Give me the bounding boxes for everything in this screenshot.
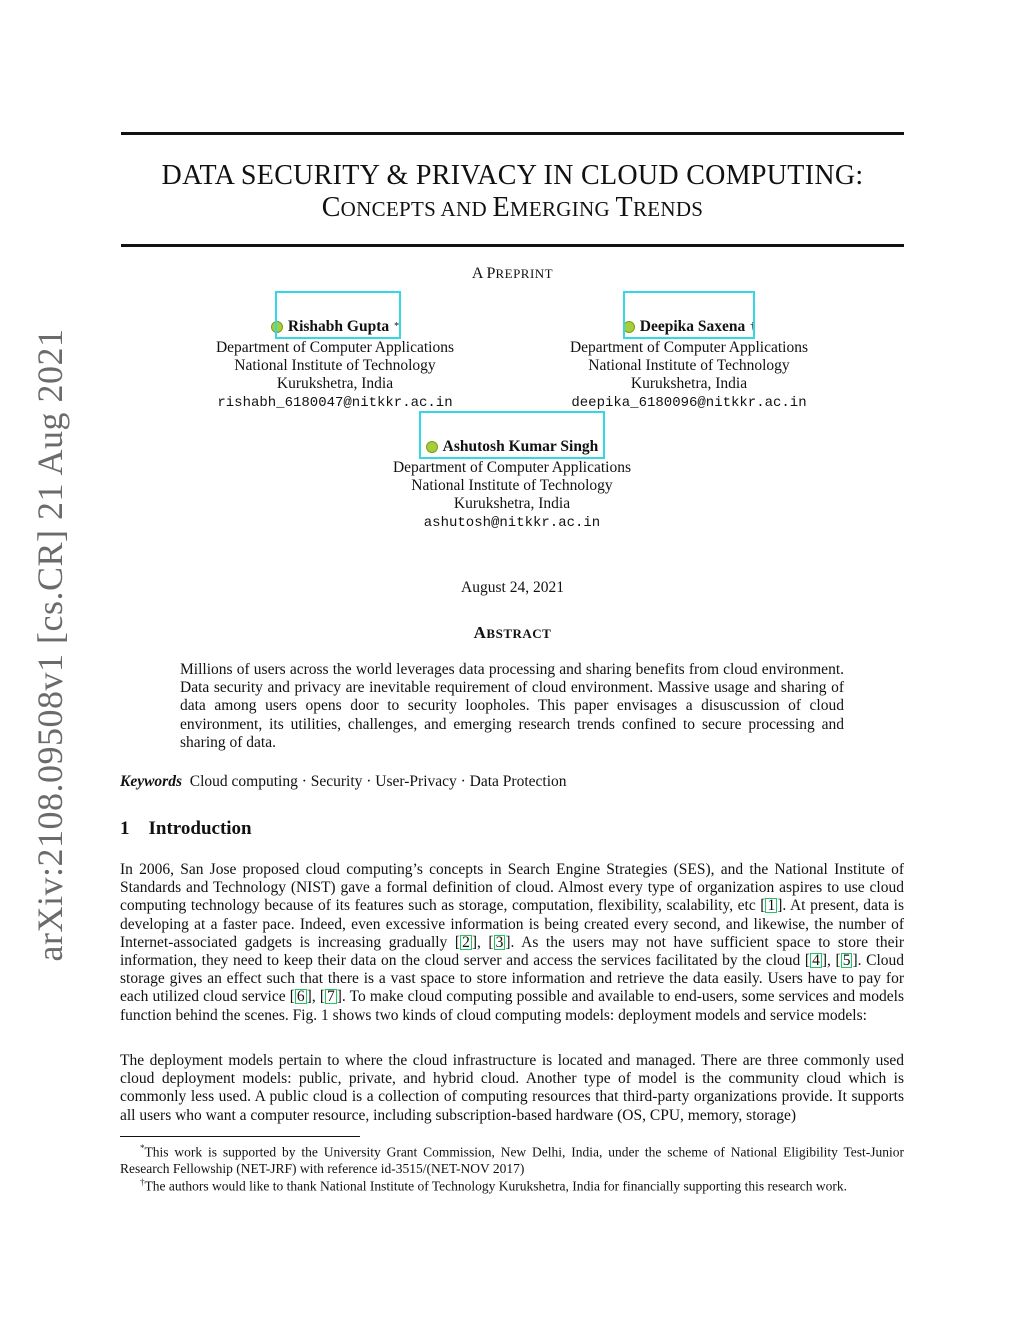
- footnote-rule: [120, 1136, 360, 1137]
- citation-link[interactable]: 7: [327, 988, 335, 1006]
- keywords-line: [120, 773, 567, 791]
- author-name-3[interactable]: Ashutosh Kumar Singh: [426, 438, 599, 456]
- citation-link[interactable]: 3: [495, 933, 504, 951]
- preprint-label: A PREPRINT: [471, 265, 554, 282]
- author-location-2: Kurukshetra, India: [630, 375, 748, 393]
- orcid-icon[interactable]: [271, 321, 283, 333]
- author-name-2[interactable]: Deepika Saxena †: [623, 318, 756, 336]
- keywords-label: Keywords: [120, 773, 182, 790]
- intro-paragraph-2: The deployment models pertain to where the cloud infrastructure is located and managed. There are three commonly used cloud deployment models: public, private, and hybrid cloud. Another type of model is the community cloud which is commonly less used. A public cloud is a collection of computing resources that third-party organizations provide. It supports all users who want a computer resource, including subscription-based hardware (OS, CPU, memory, storage): [120, 1052, 904, 1124]
- footnote-1: *This work is supported by the University Grant Commission, New Delhi, India, under the scheme of National Eligibility Test-Junior Research Fellowship (NET-JRF) with reference id-3515/(NET-NOV 2017): [120, 1143, 904, 1176]
- footnote-2: †The authors would like to thank National Institute of Technology Kurukshetra, India for financially supporting this research work.: [140, 1177, 848, 1194]
- intro-paragraph-1: In 2006, San Jose proposed cloud computing’s concepts in Search Engine Strategies (SES), and the National Institute of Standards and Technology (NIST) gave a formal definition of cloud. Almost every type of organization aspires to use cloud computing technology because of its features such as storage, computation, flexibility, scalability, etc [ 1 ]. At present, data is developing at a faster pace. Indeed, even excessive information is being created every second, and likewise, the number of Internet-associated gadgets is increasing gradually [ 2 ], [ 3 ]. As the users may not have sufficient space to store their information, they need to keep their data on the cloud server and access the services facilitated by the cloud [ 4 ], [ 5 ]. Cloud storage gives an effect such that there is a vast space to store information and retrieve the data easily. Users have to pay for each utilized cloud service [ 6 ], [ 7 ]. To make cloud computing possible and available to end-users, some services and models function behind the scenes. Fig. 1 shows two kinds of cloud computing models: deployment models and service models:: [120, 861, 905, 1024]
- author-institute-3: National Institute of Technology: [411, 477, 613, 495]
- arxiv-sidebar-stamp: arXiv:2108.09508v1 [cs.CR] 21 Aug 2021: [30, 328, 70, 962]
- author-block-2: [509, 318, 869, 412]
- orcid-icon[interactable]: [426, 441, 438, 453]
- paper-title: [121, 160, 904, 224]
- author-email-1[interactable]: rishabh_6180047@nitkkr.ac.in: [217, 394, 453, 411]
- citation-link[interactable]: 4: [812, 952, 820, 970]
- author-name-1[interactable]: Rishabh Gupta *: [271, 318, 399, 336]
- orcid-icon[interactable]: [623, 321, 635, 333]
- citation-link[interactable]: 6: [296, 988, 305, 1006]
- title-bottom-rule: [121, 244, 904, 247]
- paper-date: August 24, 2021: [461, 579, 564, 596]
- section-heading-introduction: 1 Introduction: [120, 818, 252, 839]
- author-dept-1: Department of Computer Applications: [215, 338, 455, 356]
- title-line-2: CONCEPTS AND EMERGING TRENDS: [321, 192, 704, 224]
- author-block-1: [155, 318, 515, 412]
- author-location-3: Kurukshetra, India: [453, 495, 571, 513]
- keywords-text: Cloud computing · Security · User-Privacy · Data Protection: [189, 773, 567, 790]
- abstract-text: Millions of users across the world leverages data processing and sharing benefits from cloud environment. Data security and privacy are inevitable requirement of cloud environment. Massive usage and sharing of data among users opens door to security loopholes. This paper envisages a disuscussion of cloud environment, its utilities, challenges, and emerging research trends confined to secure processing and sharing of data.: [180, 661, 844, 751]
- author-location-1: Kurukshetra, India: [276, 375, 394, 393]
- author-dept-3: Department of Computer Applications: [392, 458, 632, 476]
- citation-link[interactable]: 2: [462, 933, 470, 951]
- author-institute-2: National Institute of Technology: [588, 357, 790, 375]
- author-institute-1: National Institute of Technology: [234, 357, 436, 375]
- author-block-3: [332, 438, 692, 532]
- citation-link[interactable]: 5: [842, 952, 851, 970]
- abstract-heading: ABSTRACT: [473, 623, 552, 642]
- citation-link[interactable]: 1: [767, 897, 776, 915]
- author-email-2[interactable]: deepika_6180096@nitkkr.ac.in: [571, 394, 807, 411]
- author-dept-2: Department of Computer Applications: [569, 338, 809, 356]
- author-email-3[interactable]: ashutosh@nitkkr.ac.in: [423, 514, 601, 531]
- title-top-rule: [121, 132, 904, 135]
- title-line-1: DATA SECURITY & PRIVACY IN CLOUD COMPUTING:: [161, 160, 864, 191]
